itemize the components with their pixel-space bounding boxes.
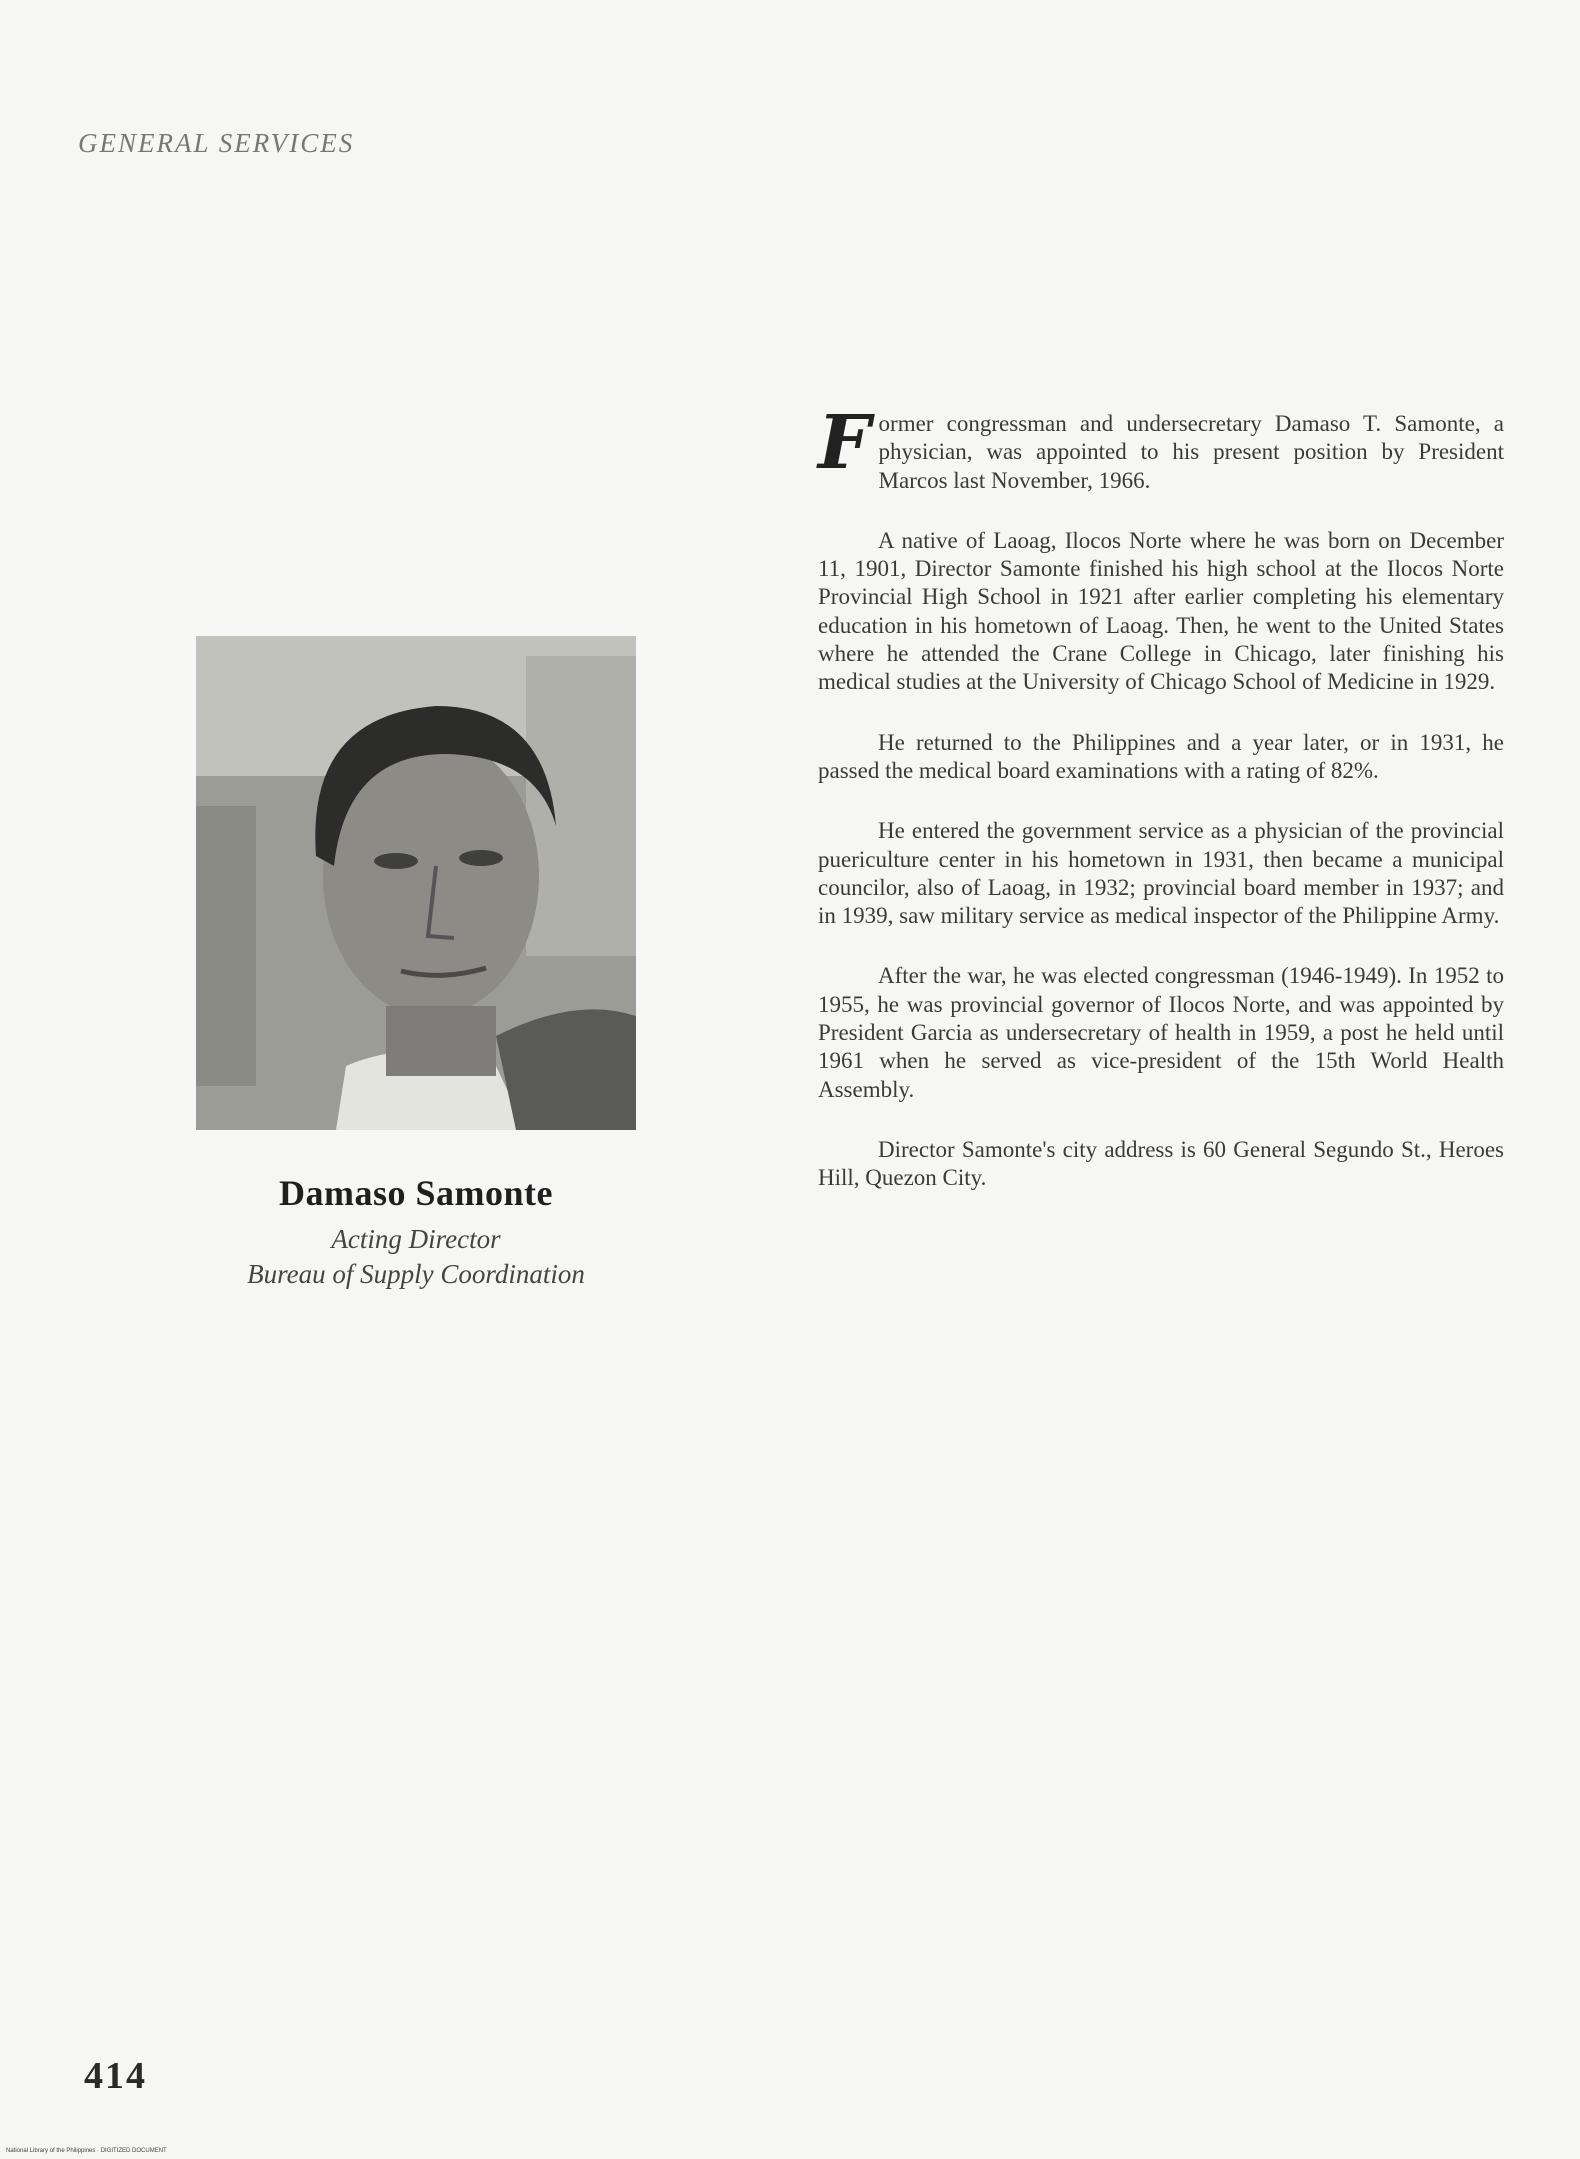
portrait-caption: [196, 1172, 636, 1292]
article-paragraph-6: Director Samonte's city address is 60 General Segundo St., Heroes Hill, Quezon City.: [818, 1136, 1504, 1191]
footer-note: National Library of the Philippines · DIGITIZED DOCUMENT: [6, 2148, 167, 2154]
article-paragraph-5: After the war, he was elected congressman (1946-1949). In 1952 to 1955, he was provincial governor of Ilocos Norte, and was appointed by President Garcia as undersecretary of health in 1959, a post he held until 1961 when he served as vice-president of the 15th World Health Assembly.: [818, 963, 1504, 1102]
person-office: Bureau of Supply Coordination: [247, 1259, 585, 1289]
article-paragraph-3: He returned to the Philippines and a year later, or in 1931, he passed the medical board examinations with a rating of 82%.: [818, 729, 1504, 783]
article-paragraph-1: [818, 400, 1504, 495]
article-paragraph-2: A native of Laoag, Ilocos Norte where he was born on December 11, 1901, Director Samonte finished his high school at the Ilocos Norte Provincial High School in 1921 after earlier completing his elementary education in his hometown of Laoag. Then, he went to the United States where he attended the Crane College in Chicago, later finishing his medical studies at the University of Chicago School of Medicine in 1929.: [818, 527, 1504, 695]
person-name: Damaso Samonte: [279, 1173, 553, 1213]
person-title: Acting Director: [331, 1224, 501, 1254]
portrait-illustration: [196, 636, 636, 1130]
article-body: [818, 400, 1504, 1225]
article-paragraph-4: He entered the government service as a physician of the provincial puericulture center in his hometown in 1931, then became a municipal councilor, also of Laoag, in 1932; provincial board member in 1937; and in 1939, saw military service as medical inspector of the Philippine Army.: [818, 818, 1504, 929]
dropcap-letter: F: [818, 400, 871, 486]
section-header: GENERAL SERVICES: [78, 128, 355, 158]
portrait-photo: [196, 636, 636, 1130]
paragraph-text: ormer congressman and undersecretary Damaso T. Samonte, a physician, was appointed to his present position by President Marcos last November, 1966.: [878, 411, 1504, 493]
page-number: 414: [84, 2055, 147, 2097]
